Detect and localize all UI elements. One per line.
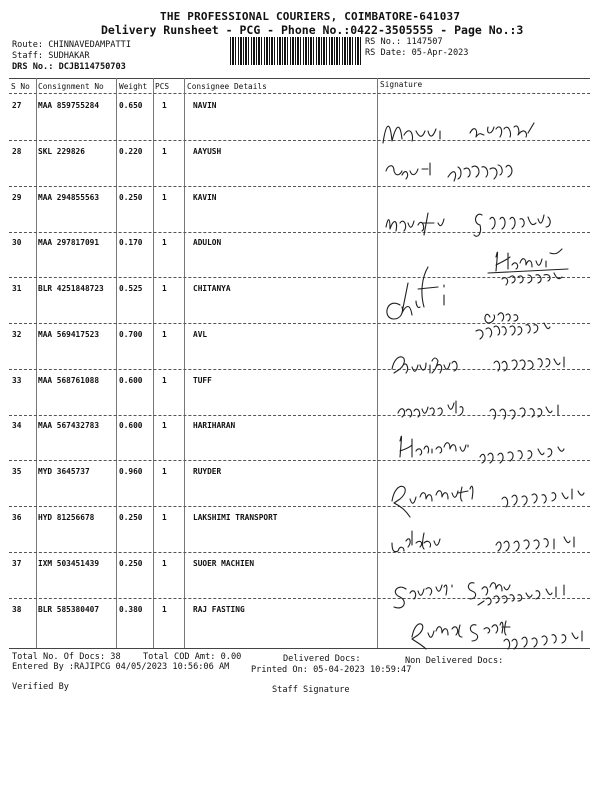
row-consignee: ADULON [193,238,222,247]
row-weight: 0.250 [119,193,143,202]
row-consignment: HYD 81256678 [38,513,95,522]
row-pcs: 1 [162,147,167,156]
row-consignee: NAVIN [193,101,217,110]
row-sno: 33 [12,376,22,385]
row-sno: 34 [12,421,22,430]
row-consignment: SKL 229826 [38,147,85,156]
row-consignee: AVL [193,330,208,339]
row-weight: 0.250 [119,513,143,522]
row-consignment: MAA 859755284 [38,101,100,110]
col-divider [116,78,117,648]
row-pcs: 1 [162,376,167,385]
row-pcs: 1 [162,559,167,568]
row-sno: 31 [12,284,22,293]
row-consignment: BLR 4251848723 [38,284,104,293]
row-pcs: 1 [162,467,167,476]
row-consignment: MAA 297817091 [38,238,100,247]
row-consignee: RAJ FASTING [193,605,245,614]
row-sno: 38 [12,605,22,614]
row-consignment: MYD 3645737 [38,467,90,476]
row-consignee: AAYUSH [193,147,222,156]
row-pcs: 1 [162,101,167,110]
row-weight: 0.380 [119,605,143,614]
col-header-consignment: Consignment No [38,82,104,91]
row-weight: 0.650 [119,101,143,110]
row-consignee: CHITANYA [193,284,231,293]
row-sno: 35 [12,467,22,476]
table-top-border [9,78,590,79]
non-delivered-docs: Non Delivered Docs: [405,656,504,666]
company-title: THE PROFESSIONAL COURIERS, COIMBATORE-641037 [160,10,461,23]
row-consignment: IXM 503451439 [38,559,100,568]
drs-number: DRS No.: DCJB114750703 [12,62,126,72]
row-sno: 29 [12,193,22,202]
rs-number: RS No.: 1147507 [365,37,443,47]
total-docs: Total No. Of Docs: 38 [12,652,121,662]
row-consignment: MAA 567432783 [38,421,100,430]
row-pcs: 1 [162,193,167,202]
row-consignee: KAVIN [193,193,217,202]
row-weight: 0.600 [119,376,143,385]
row-weight: 0.220 [119,147,143,156]
total-cod: Total COD Amt: 0.00 [143,652,242,662]
col-header-weight: Weight [119,82,148,91]
col-divider [184,78,185,648]
row-pcs: 1 [162,284,167,293]
row-pcs: 1 [162,238,167,247]
row-pcs: 1 [162,605,167,614]
row-pcs: 1 [162,513,167,522]
staff-signature: Staff Signature [272,685,350,695]
row-sno: 30 [12,238,22,247]
runsheet-title: Delivery Runsheet - PCG - Phone No.:0422-3505555 - Page No.:3 [101,23,524,37]
header-divider [9,93,590,94]
delivered-docs: Delivered Docs: [283,654,361,664]
row-consignee: TUFF [193,376,212,385]
row-sno: 32 [12,330,22,339]
row-sno: 27 [12,101,22,110]
entered-by: Entered By :RAJIPCG 04/05/2023 10:56:06 AM [12,662,230,672]
printed-on: Printed On: 05-04-2023 10:59:47 [251,665,412,675]
rs-date: RS Date: 05-Apr-2023 [365,48,469,58]
row-weight: 0.700 [119,330,143,339]
row-consignment: MAA 568761088 [38,376,100,385]
barcode [230,37,362,65]
row-consignee: RUYDER [193,467,222,476]
row-weight: 0.170 [119,238,143,247]
row-consignment: MAA 569417523 [38,330,100,339]
row-pcs: 1 [162,330,167,339]
row-weight: 0.525 [119,284,143,293]
row-consignee: HARIHARAN [193,421,236,430]
col-header-pcs: PCS [155,82,170,91]
col-header-sno: S No [11,82,30,91]
row-sno: 28 [12,147,22,156]
row-consignee: LAKSHIMI TRANSPORT [193,513,278,522]
row-consignee: SUOER MACHIEN [193,559,255,568]
row-consignment: MAA 294855563 [38,193,100,202]
row-weight: 0.960 [119,467,143,476]
row-sno: 36 [12,513,22,522]
row-consignment: BLR 585380407 [38,605,100,614]
row-sno: 37 [12,559,22,568]
staff-label: Staff: SUDHAKAR [12,51,90,61]
col-divider [36,78,37,648]
route-label: Route: CHINNAVEDAMPATTI [12,40,131,50]
row-weight: 0.250 [119,559,143,568]
col-header-consignee: Consignee Details [187,82,267,91]
row-weight: 0.600 [119,421,143,430]
handwritten-signatures [378,105,593,650]
verified-by: Verified By [12,682,69,692]
col-divider [153,78,154,648]
row-pcs: 1 [162,421,167,430]
col-header-signature: Signature [380,80,423,89]
